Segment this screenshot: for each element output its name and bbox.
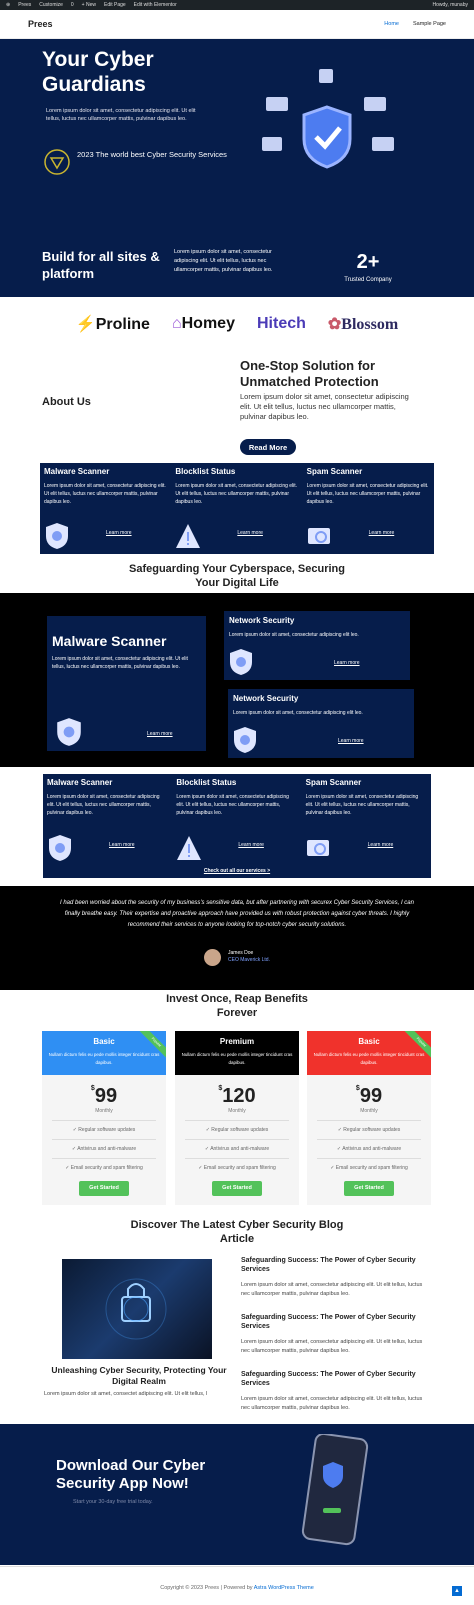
check-circle-icon: ✓ [72, 1127, 79, 1133]
plan-period: Monthly [228, 1108, 246, 1114]
house-icon: ⌂ [171, 315, 182, 332]
service-title: Spam Scanner [305, 778, 362, 787]
testimonial-section [0, 886, 474, 990]
hero-title: Your Cyber Guardians [42, 48, 154, 96]
blog-post [241, 1370, 431, 1413]
check-circle-icon: ✓ [71, 1146, 78, 1152]
learn-more-link[interactable]: Learn more [109, 842, 135, 848]
blog-main-text: Lorem ipsum dolor sit amet, consectet adipiscing elit. Ut elit tellus, l [44, 1391, 208, 1397]
learn-more-link[interactable]: Learn more [106, 530, 132, 536]
blog-main-title[interactable]: Unleashing Cyber Security, Protecting Your Digital Realm [51, 1365, 227, 1386]
logo-homey: ⌂Homey [171, 315, 235, 332]
plan-period: Monthly [95, 1108, 113, 1114]
safeguard-title: Safeguarding Your Cyberspace, Securing Your Digital Life [129, 563, 345, 589]
site-logo[interactable]: Prees [28, 19, 53, 29]
plan-name: Basic [93, 1037, 115, 1046]
read-more-button[interactable]: Read More [240, 439, 296, 455]
plan-card-basic-1 [42, 1031, 166, 1205]
service-title: Network Security [229, 616, 295, 625]
service-card-blocklist [171, 463, 302, 554]
logo-proline: ⚡Proline [75, 316, 150, 333]
logo-hitech: Hitech [256, 315, 306, 332]
shield-virus-icon [232, 726, 258, 754]
service-text: Lorem ipsum dolor sit amet, consectetur adipiscing elit. Ut elit tellus, luctus nec ullamcorper mattis, pulvinar dapibus leo. [175, 483, 298, 505]
check-circle-icon: ✓ [198, 1165, 204, 1171]
shield-virus-icon [228, 648, 254, 676]
plan-price: $99 [355, 1085, 383, 1107]
plan-name: Basic [358, 1037, 380, 1046]
security-shield-illustration [262, 67, 402, 197]
service-title: Blocklist Status [176, 778, 237, 787]
plan-price: $120 [218, 1085, 256, 1107]
blog-featured-image[interactable] [62, 1259, 212, 1359]
admin-edit-page-link[interactable]: Edit Page [103, 2, 126, 8]
hero-section [0, 39, 474, 297]
plan-feature: ✓ Antivirus and anti-malware [185, 1139, 289, 1158]
service-card-malware [40, 463, 171, 554]
avatar [204, 949, 221, 966]
logo-blossom: ✿Blossom [327, 316, 399, 333]
service-title: Network Security [233, 694, 299, 703]
post-text: Lorem ipsum dolor sit amet, consectetur adipiscing elit. Ut elit tellus, luctus nec ullamcorper mattis, pulvinar dapibus leo. [241, 1396, 423, 1411]
scroll-to-top-button[interactable]: ▲ [452, 1586, 462, 1596]
service-text: Lorem ipsum dolor sit amet, consectetur adipiscing elit. Ut elit tellus, luctus nec ullamcorper mattis, pulvinar dapibus leo. [44, 483, 166, 505]
post-title[interactable]: Safeguarding Success: The Power of Cyber Security Services [241, 1314, 416, 1330]
popular-ribbon: Popular [138, 1031, 166, 1061]
site-header [0, 10, 474, 39]
warning-icon [175, 522, 201, 550]
get-started-button[interactable]: Get Started [79, 1181, 129, 1196]
learn-more-link[interactable]: Learn more [338, 738, 364, 744]
plan-desc: Nullam dictum felis eu pede mollis integer tincidunt cras dapibus. [48, 1052, 160, 1065]
admin-comments-count[interactable]: 0 [70, 2, 74, 8]
network-card-top [224, 611, 410, 680]
post-title[interactable]: Safeguarding Success: The Power of Cyber Security Services [241, 1257, 416, 1273]
blog-title: Discover The Latest Cyber Security Blog Article [130, 1219, 344, 1245]
about-label: About Us [42, 396, 91, 408]
all-services-link[interactable]: Check out all our services > [203, 868, 271, 874]
hero-subtitle: Build for all sites & platform [42, 249, 160, 281]
warning-icon [176, 834, 202, 862]
padlock-icon [62, 1259, 212, 1359]
learn-more-link[interactable]: Learn more [147, 731, 173, 737]
post-text: Lorem ipsum dolor sit amet, consectetur adipiscing elit. Ut elit tellus, luctus nec ullamcorper mattis, pulvinar dapibus leo. [241, 1282, 423, 1297]
plan-feature: ✓ Regular software updates [185, 1120, 289, 1139]
bolt-icon: ⚡ [75, 316, 96, 333]
get-started-button[interactable]: Get Started [344, 1181, 394, 1196]
wordpress-icon[interactable]: ⊕ [6, 2, 11, 8]
plan-feature: ✓ Regular software updates [52, 1120, 156, 1139]
app-subtitle: Start your 30-day free trial today. [73, 1499, 153, 1505]
check-circle-icon: ✓ [205, 1127, 212, 1133]
testimonial-name: James Doe [228, 950, 254, 956]
hero-lead: Lorem ipsum dolor sit amet, consectetur adipiscing elit. Ut elit tellus, luctus nec ullamcorper mattis, pulvinar dapibus leo. [46, 108, 196, 122]
plan-feature: ✓ Antivirus and anti-malware [317, 1139, 421, 1158]
client-logos [0, 300, 474, 348]
plan-card-premium [175, 1031, 299, 1205]
pricing-title: Invest Once, Reap Benefits Forever [166, 993, 308, 1019]
plan-desc: Nullam dictum felis eu pede mollis integer tincidunt cras dapibus. [181, 1052, 293, 1065]
testimonial-quote: I had been worried about the security of my business's sensitive data, but after partnering with securex Cyber Security Services, I can finally breathe easy. Their expertise and proactive approach have provided us with robust protection against cyber threats. I highly recommend their services to anyone looking for top-notch cyber security solutions. [60, 900, 414, 928]
plan-feature: ✓ Regular software updates [317, 1120, 421, 1139]
service-title: Malware Scanner [52, 633, 167, 649]
menu-item-sample-page[interactable]: Sample Page [412, 21, 446, 27]
testimonial-role: CEO Maverick Ltd. [228, 957, 270, 963]
plan-feature: ✓ Email security and spam filtering [317, 1158, 421, 1177]
hero-stat-label: Trusted Company [344, 277, 392, 283]
plan-desc: Nullam dictum felis eu pede mollis integer tincidunt cras dapibus. [313, 1052, 425, 1065]
shield-virus-icon [55, 717, 83, 747]
service-text: Lorem ipsum dolor sit amet, consectetur adipiscing elit. Ut elit tellus, luctus nec ullamcorper mattis, pulvinar dapibus leo. [305, 794, 419, 816]
featured-services-section [0, 593, 474, 767]
app-download-section [0, 1424, 474, 1565]
services-row-2 [42, 773, 432, 879]
admin-site-link[interactable]: Prees [18, 2, 32, 8]
plan-price: $99 [90, 1085, 118, 1107]
get-started-button[interactable]: Get Started [212, 1181, 262, 1196]
learn-more-link[interactable]: Learn more [237, 530, 263, 536]
service-text: Lorem ipsum dolor sit amet, consectetur adipiscing elit. Ut elit tellus, luctus nec ullamcorper mattis, pulvinar dapibus leo. [47, 794, 160, 816]
main-menu [384, 21, 446, 27]
service-text: Lorem ipsum dolor sit amet, consectetur adipiscing elit. Ut elit tellus, luctus nec ullamcorper mattis, pulvinar dapibus leo. [176, 794, 289, 816]
check-circle-icon: ✓ [65, 1165, 71, 1171]
site-footer [0, 1566, 474, 1605]
services-row-1 [39, 462, 435, 555]
admin-howdy[interactable]: Howdy, munaby [432, 2, 468, 8]
check-circle-icon: ✓ [330, 1165, 336, 1171]
service-card-spam [302, 774, 431, 878]
shield-virus-icon [44, 522, 70, 550]
shield-virus-icon [47, 834, 73, 862]
admin-customize-link[interactable]: Customize [39, 2, 63, 8]
plan-feature: ✓ Antivirus and anti-malware [52, 1139, 156, 1158]
admin-bar [0, 0, 474, 10]
footer-copyright: Copyright © 2023 Prees | Powered by [160, 1585, 253, 1591]
about-text: Lorem ipsum dolor sit amet, consectetur adipiscing elit. Ut elit tellus, luctus nec ullamcorper mattis, pulvinar dapibus leo. [240, 392, 409, 421]
plan-period: Monthly [360, 1108, 378, 1114]
learn-more-link[interactable]: Learn more [367, 842, 394, 848]
plan-feature: ✓ Email security and spam filtering [52, 1158, 156, 1177]
menu-item-home[interactable]: Home [384, 21, 399, 27]
plan-card-basic-2 [307, 1031, 431, 1205]
spam-search-icon [307, 522, 333, 550]
hero-mid-text: Lorem ipsum dolor sit amet, consectetur adipiscing elit. Ut elit tellus, luctus nec ullamcorper mattis, pulvinar dapibus leo. [174, 249, 273, 273]
plan-header [42, 1031, 166, 1075]
flower-icon: ✿ [327, 316, 342, 333]
laurel-badge-icon [42, 147, 72, 177]
check-circle-icon: ✓ [337, 1127, 344, 1133]
about-section [0, 352, 474, 457]
service-title: Blocklist Status [175, 467, 236, 476]
service-text: Lorem ipsum dolor sit amet, consectetur adipiscing elit. Ut elit tellus, luctus nec ullamcorper mattis, pulvinar dapibus leo. [52, 656, 188, 670]
service-title: Spam Scanner [306, 467, 363, 476]
hero-tagline: 2023 The world best Cyber Security Services [77, 150, 227, 159]
service-text: Lorem ipsum dolor sit amet, consectetur adipiscing elit leo. [233, 710, 363, 716]
service-card-spam [303, 463, 434, 554]
spam-search-icon [306, 834, 332, 862]
check-circle-icon: ✓ [204, 1146, 211, 1152]
service-title: Malware Scanner [44, 467, 110, 476]
service-text: Lorem ipsum dolor sit amet, consectetur adipiscing elit leo. [229, 632, 359, 638]
post-title[interactable]: Safeguarding Success: The Power of Cyber Security Services [241, 1371, 416, 1387]
plan-header [175, 1031, 299, 1075]
check-circle-icon: ✓ [336, 1146, 343, 1152]
hero-stat-number: 2+ [356, 251, 380, 273]
admin-elementor-link[interactable]: Edit with Elementor [133, 2, 177, 8]
plan-feature: ✓ Email security and spam filtering [185, 1158, 289, 1177]
popular-ribbon: Popular [403, 1031, 431, 1061]
service-card-malware [43, 774, 172, 878]
blog-post [241, 1313, 431, 1356]
about-title: One-Stop Solution for Unmatched Protection [240, 358, 379, 389]
learn-more-link[interactable]: Learn more [334, 660, 360, 666]
learn-more-link[interactable]: Learn more [238, 842, 264, 848]
plan-name: Premium [219, 1037, 255, 1046]
post-text: Lorem ipsum dolor sit amet, consectetur adipiscing elit. Ut elit tellus, luctus nec ullamcorper mattis, pulvinar dapibus leo. [241, 1339, 423, 1354]
big-service-card [47, 616, 206, 751]
phone-illustration [295, 1434, 375, 1554]
service-text: Lorem ipsum dolor sit amet, consectetur adipiscing elit. Ut elit tellus, luctus nec ullamcorper mattis, pulvinar dapibus leo. [306, 483, 429, 505]
plan-header [307, 1031, 431, 1075]
learn-more-link[interactable]: Learn more [368, 530, 395, 536]
blog-post [241, 1256, 431, 1299]
service-title: Malware Scanner [47, 778, 113, 787]
admin-new-link[interactable]: + New [81, 2, 96, 8]
network-card-bottom [228, 689, 414, 758]
footer-theme-link[interactable]: Astra WordPress Theme [253, 1585, 314, 1591]
app-title: Download Our Cyber Security App Now! [56, 1457, 206, 1492]
service-card-blocklist [172, 774, 301, 878]
